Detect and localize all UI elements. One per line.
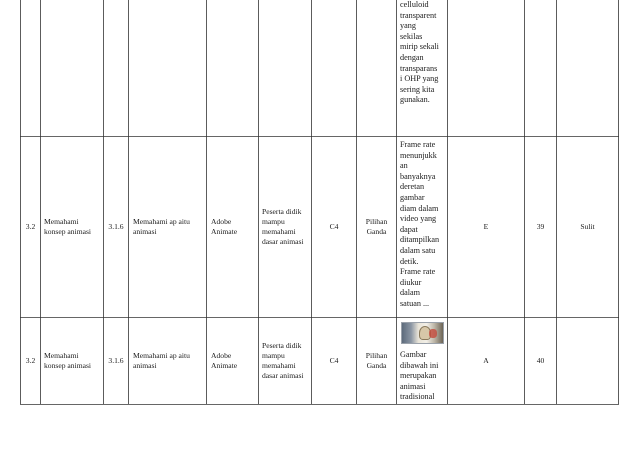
figure-accent <box>429 329 437 338</box>
cell-level: C4 <box>329 356 339 365</box>
cell-indikator-no: 3.1.6 <box>108 222 124 231</box>
cell-nomor: 40 <box>536 356 545 365</box>
cell-nomor: 39 <box>536 222 545 231</box>
cell-bentuk: Pilihan Ganda <box>365 351 388 370</box>
cell-kunci: A <box>483 356 489 365</box>
question-text-continuation: celluloid transparent yang sekilas mirip sekali dengan transparans i OHP yang sering kita gunakan. <box>400 0 439 105</box>
question-text: Frame rate menunjukk an banyaknya deretan gambar diam dalam video yang dapat ditampilkan dalam satu detik. Frame rate diukur dalam satuan ... <box>400 140 440 308</box>
cell-kunci: E <box>483 222 489 231</box>
cell-no: 3.2 <box>25 356 36 365</box>
cell-materi: Adobe Animate <box>211 351 238 370</box>
cell-kompetensi: Memahami konsep animasi <box>44 217 92 236</box>
cell-tingkat <box>557 318 618 404</box>
cell-level: C4 <box>329 222 339 231</box>
animation-thumbnail-image <box>401 322 444 344</box>
cell-indikator-no: 3.1.6 <box>108 356 124 365</box>
cell-tujuan: Peserta didik mampu memahami dasar animasi <box>262 341 304 380</box>
cell-no: 3.2 <box>25 222 36 231</box>
cell-materi: Adobe Animate <box>211 217 238 236</box>
cell-indikator: Memahami ap aitu animasi <box>133 351 190 370</box>
cell-tingkat: Sulit <box>580 222 595 231</box>
cell-bentuk: Pilihan Ganda <box>365 217 388 236</box>
cell-tujuan: Peserta didik mampu memahami dasar animasi <box>262 207 304 246</box>
cell-indikator: Memahami ap aitu animasi <box>133 217 190 236</box>
question-text: Gambar dibawah ini merupakan animasi tradisional <box>400 350 439 402</box>
cell-kompetensi: Memahami konsep animasi <box>44 351 92 370</box>
